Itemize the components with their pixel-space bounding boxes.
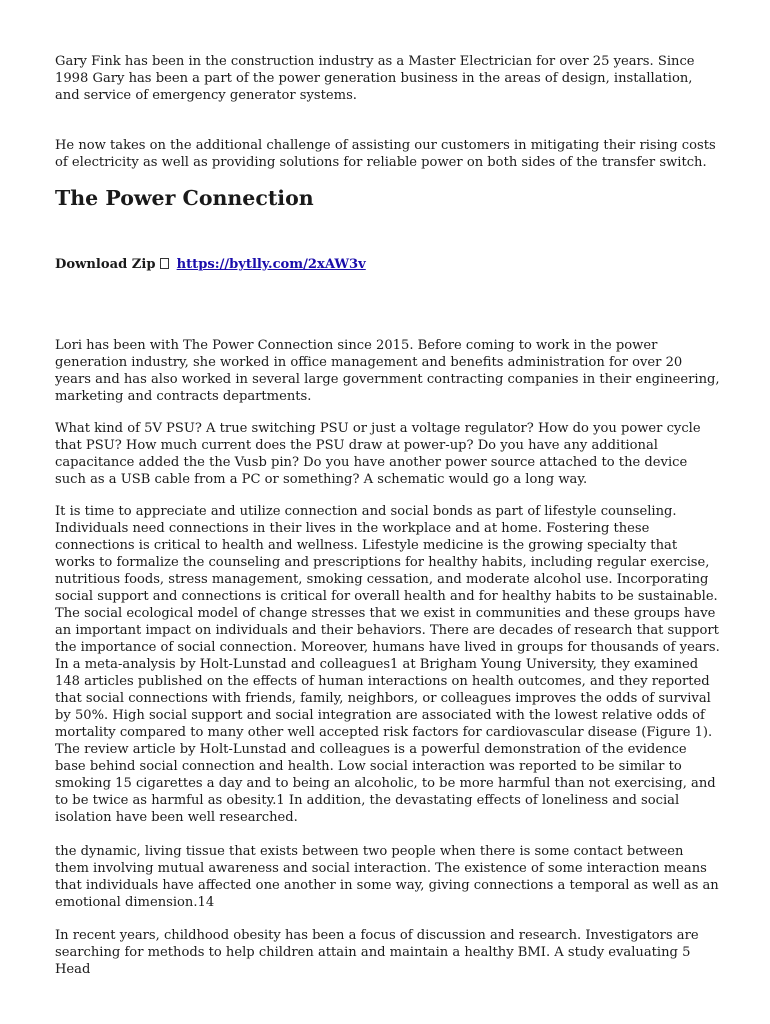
childhood-obesity-paragraph: In recent years, childhood obesity has been a focus of discussion and research. Investigators are searching for methods to help children attain and maintain a healthy BMI. A study evaluating 5 Head <box>55 928 699 977</box>
download-link[interactable]: https://bytlly.com/2xAW3v <box>176 257 366 272</box>
psu-question-paragraph: What kind of 5V PSU? A true switching PSU or just a voltage regulator? How do you power cycle that PSU? How much current does the PSU draw at power-up? Do you have any additional capacitance added the the Vusb pin? Do you have another power source attached to the device such as a USB cable from a PC or something? A schematic would go a long way. <box>55 421 701 487</box>
download-label: Download Zip <box>55 257 156 272</box>
download-line <box>55 256 366 273</box>
bio-paragraph-gary-cont: He now takes on the additional challenge of assisting our customers in mitigating their rising costs of electricity as well as providing solutions for reliable power on both sides of the transfer switch. <box>55 138 716 170</box>
page-title: The Power Connection <box>55 186 314 210</box>
bio-paragraph-gary: Gary Fink has been in the construction industry as a Master Electrician for over 25 years. Since 1998 Gary has been a part of the power generation business in the areas of design, installation, and service of emergency generator systems. <box>55 54 695 103</box>
missing-glyph-icon <box>160 258 169 269</box>
social-connection-paragraph: It is time to appreciate and utilize connection and social bonds as part of lifestyle counseling. Individuals need connections in their lives in the workplace and at home. Fostering these connections is critical to health and wellness. Lifestyle medicine is the growing specialty that works to formalize the counseling and prescriptions for healthy habits, including regular exercise, nutritious foods, stress management, smoking cessation, and moderate alcohol use. Incorporating social support and connections is critical for overall health and for healthy habits to be sustainable. The social ecological model of change stresses that we exist in communities and these groups have an important impact on individuals and their behaviors. There are decades of research that support the importance of social connection. Moreover, humans have lived in groups for thousands of years. In a meta-analysis by Holt-Lunstad and colleagues1 at Brigham Young University, they examined 148 articles published on the effects of human interactions on health outcomes, and they reported that social connections with friends, family, neighbors, or colleagues improves the odds of survival by 50%. High social support and social integration are associated with the lowest relative odds of mortality compared to many other well accepted risk factors for cardiovascular disease (Figure 1). The review article by Holt-Lunstad and colleagues is a powerful demonstration of the evidence base behind social connection and health. Low social interaction was reported to be similar to smoking 15 cigarettes a day and to being an alcoholic, to be more harmful than not exercising, and to be twice as harmful as obesity.1 In addition, the devastating effects of loneliness and social isolation have been well researched. <box>55 504 720 825</box>
connection-definition-paragraph: the dynamic, living tissue that exists between two people when there is some contact between them involving mutual awareness and social interaction. The existence of some interaction means that individuals have affected one another in some way, giving connections a temporal as well as an emotional dimension.14 <box>55 844 719 910</box>
bio-paragraph-lori: Lori has been with The Power Connection since 2015. Before coming to work in the power generation industry, she worked in office management and benefits administration for over 20 years and has also worked in several large government contracting companies in their engineering, marketing and contracts departments. <box>55 338 720 404</box>
